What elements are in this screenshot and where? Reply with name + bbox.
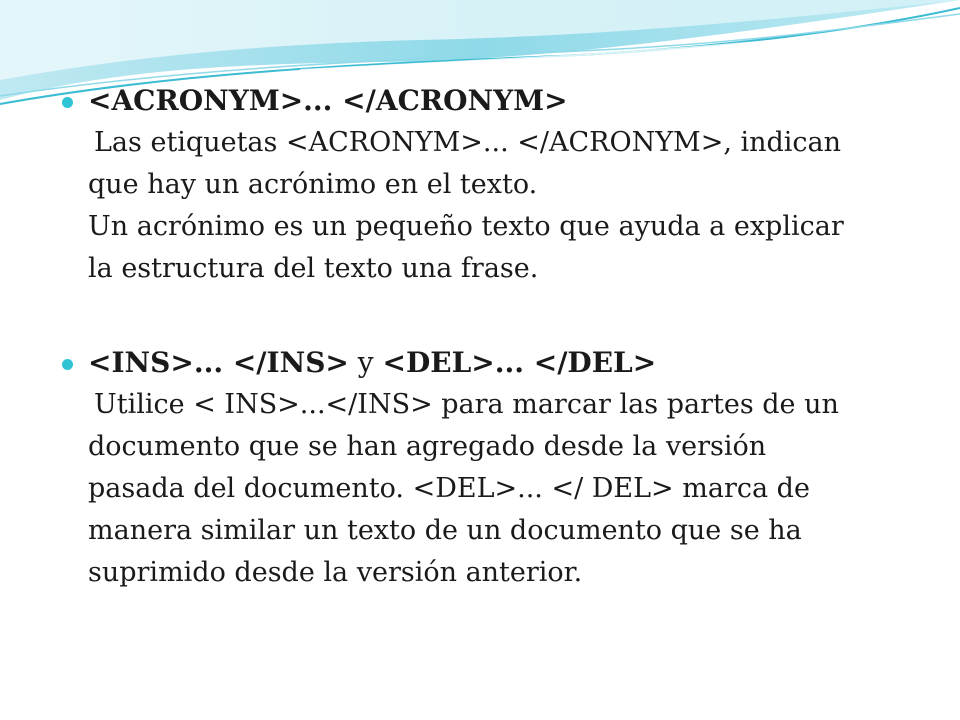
description-line: la estructura del texto una frase. [88,253,539,284]
description-line: pasada del documento. <DEL>... </ DEL> marca de [88,473,810,504]
heading-joiner: y [348,346,383,379]
bullet-acronym [62,80,922,122]
description-line: documento que se han agregado desde la versión [88,431,767,462]
del-heading-part: <DEL>... </DEL> [382,346,657,379]
description-line: Las etiquetas <ACRONYM>... </ACRONYM>, indican [94,127,842,158]
bullet-dot-icon [62,97,73,108]
ins-del-heading [88,342,922,384]
bullet-dot-icon [62,359,73,370]
ins-heading-part: <INS>... </INS> [88,346,349,379]
slide-content [62,80,922,594]
acronym-description [62,122,922,290]
description-line: Un acrónimo es un pequeño texto que ayuda a explicar [88,211,844,242]
description-line: suprimido desde la versión anterior. [88,557,583,588]
ins-del-description [62,384,922,594]
bullet-ins-del [62,342,922,384]
description-line: que hay un acrónimo en el texto. [88,169,538,200]
description-line: Utilice < INS>...</INS> para marcar las partes de un [94,389,839,420]
description-line: manera similar un texto de un documento que se ha [88,515,802,546]
acronym-heading: <ACRONYM>... </ACRONYM> [88,84,568,117]
